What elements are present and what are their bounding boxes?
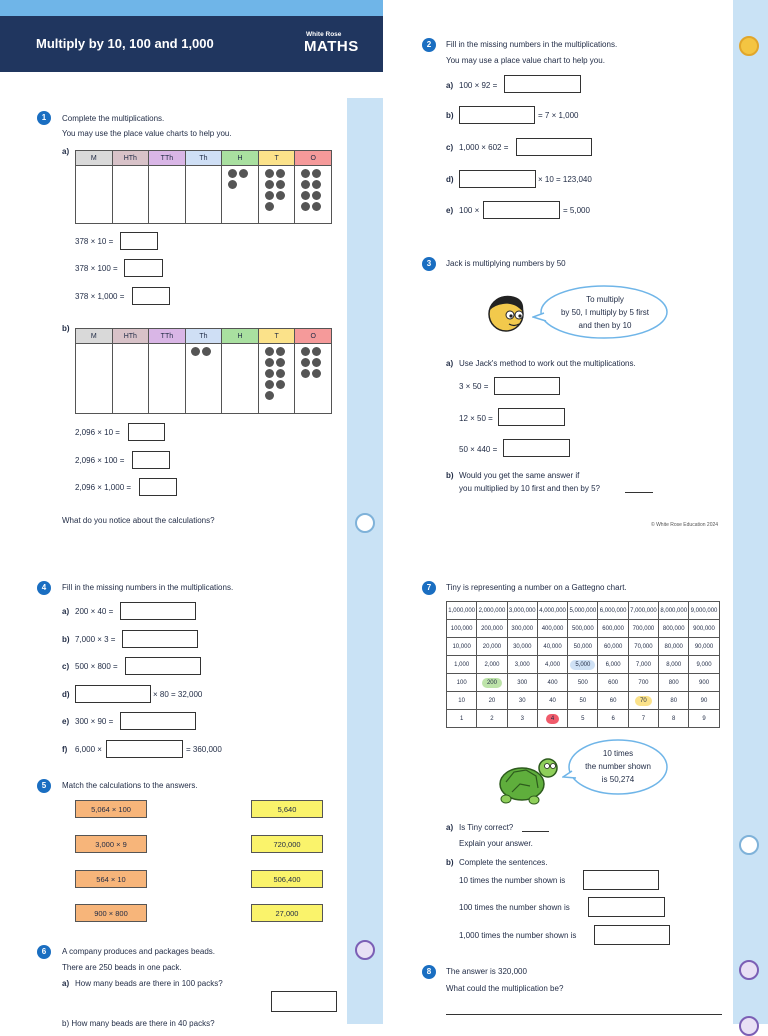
- q6b-text: b) How many beads are there in 40 packs?: [62, 1019, 215, 1028]
- q2c-answer[interactable]: [516, 138, 592, 156]
- pvt-cell-th: [185, 166, 222, 224]
- counter: [312, 169, 321, 178]
- gattegno-cell[interactable]: 900: [689, 674, 719, 692]
- counter: [276, 347, 285, 356]
- counter: [265, 369, 274, 378]
- gattegno-cell[interactable]: 80: [659, 692, 689, 710]
- counter: [312, 369, 321, 378]
- q1-notice: What do you notice about the calculations?: [62, 516, 215, 525]
- counter: [265, 191, 274, 200]
- gattegno-cell[interactable]: 6: [598, 710, 628, 728]
- gattegno-cell[interactable]: 1,000,000: [447, 602, 477, 620]
- q5-number: 5: [37, 779, 51, 793]
- q6a-answer[interactable]: [271, 991, 337, 1012]
- counter: [301, 169, 310, 178]
- place-value-chart-b: [75, 328, 332, 414]
- q1b-eq-3: 2,096 × 1,000 =: [75, 483, 132, 492]
- counter: [265, 380, 274, 389]
- q7a-answer-line[interactable]: [522, 831, 549, 832]
- counter: [265, 180, 274, 189]
- gattegno-cell[interactable]: 2: [477, 710, 507, 728]
- gattegno-cell[interactable]: 300,000: [507, 620, 537, 638]
- gattegno-cell[interactable]: 40,000: [537, 638, 567, 656]
- q1a-label: a): [62, 147, 70, 156]
- gattegno-cell[interactable]: 6,000,000: [598, 602, 628, 620]
- q2b-answer[interactable]: [459, 106, 535, 124]
- beads-icon-3: [739, 1016, 759, 1036]
- q2e-pre: 100 ×: [459, 206, 480, 215]
- q1b-label: b): [62, 324, 70, 333]
- q1a-answer-2[interactable]: [124, 259, 163, 277]
- gattegno-cell[interactable]: 80,000: [659, 638, 689, 656]
- gattegno-cell[interactable]: 8,000,000: [659, 602, 689, 620]
- gattegno-cell[interactable]: [568, 656, 598, 674]
- counter: [301, 180, 310, 189]
- pvt-header-m: M: [76, 151, 113, 166]
- q7b-sentence-2: 100 times the number shown is: [459, 903, 570, 912]
- q7b-sentence-1: 10 times the number shown is: [459, 876, 566, 885]
- logo-bottom: MATHS: [304, 38, 359, 55]
- pvt-header-o: O: [295, 151, 332, 166]
- counter: [276, 180, 285, 189]
- q2a-answer[interactable]: [504, 75, 581, 93]
- q7a-label: a): [446, 823, 454, 832]
- q7b-sentence-3: 1,000 times the number shown is: [459, 931, 577, 940]
- gattegno-cell[interactable]: 60,000: [598, 638, 628, 656]
- answer-card-1[interactable]: 5,640: [251, 800, 323, 818]
- pvt-cell-h: [222, 166, 259, 224]
- q6a-text: How many beads are there in 100 packs?: [75, 979, 223, 988]
- counter: [301, 202, 310, 211]
- beads-icon-2: [739, 960, 759, 980]
- q2a-pre: 100 × 92 =: [459, 81, 498, 90]
- answer-card-4[interactable]: 27,000: [251, 904, 323, 922]
- gattegno-cell[interactable]: 50,000: [568, 638, 598, 656]
- tortoise-icon: [492, 752, 562, 808]
- gattegno-cell[interactable]: 800,000: [659, 620, 689, 638]
- q3-number: 3: [422, 257, 436, 271]
- q4e-pre: 300 × 90 =: [75, 717, 114, 726]
- q6a-label: a): [62, 979, 70, 988]
- q3a-eq-1: 3 × 50 =: [459, 382, 489, 391]
- gattegno-cell[interactable]: 1,000: [447, 656, 477, 674]
- pvt-cell-m: [76, 344, 113, 414]
- q1-number: 1: [37, 111, 51, 125]
- q3b-label: b): [446, 471, 454, 480]
- q6-line1: A company produces and packages beads.: [62, 947, 215, 956]
- counter: [276, 369, 285, 378]
- gattegno-cell[interactable]: 7,000: [628, 656, 658, 674]
- q8-answer-line[interactable]: [446, 1014, 722, 1015]
- gattegno-highlight: 70: [635, 696, 652, 706]
- gattegno-cell[interactable]: 10: [447, 692, 477, 710]
- q4a-label: a): [62, 607, 70, 616]
- gattegno-cell[interactable]: 400,000: [537, 620, 567, 638]
- q2c-label: c): [446, 143, 454, 152]
- calc-card-4[interactable]: 900 × 800: [75, 904, 147, 922]
- q3a-eq-3: 50 × 440 =: [459, 445, 498, 454]
- q6-number: 6: [37, 945, 51, 959]
- q7b-answer-3[interactable]: [594, 925, 670, 945]
- pvt-header-m: M: [76, 329, 113, 344]
- counter: [301, 358, 310, 367]
- q4-number: 4: [37, 581, 51, 595]
- q4d-answer[interactable]: [75, 685, 151, 703]
- pvt-header-tth: TTh: [149, 329, 186, 344]
- gattegno-cell[interactable]: 70,000: [628, 638, 658, 656]
- pvt-cell-t: [258, 344, 295, 414]
- gattegno-cell[interactable]: 40: [537, 692, 567, 710]
- q7b-answer-2[interactable]: [588, 897, 665, 917]
- q3a-label: a): [446, 359, 454, 368]
- gattegno-cell[interactable]: 8,000: [659, 656, 689, 674]
- gattegno-cell[interactable]: 9,000,000: [689, 602, 719, 620]
- q8-line1: The answer is 320,000: [446, 967, 527, 976]
- gattegno-cell[interactable]: 700: [628, 674, 658, 692]
- q1b-eq-2: 2,096 × 100 =: [75, 456, 125, 465]
- counter: [312, 202, 321, 211]
- q2b-post: = 7 × 1,000: [538, 111, 579, 120]
- gattegno-cell[interactable]: [477, 674, 507, 692]
- counter: [312, 347, 321, 356]
- gattegno-cell[interactable]: 100,000: [447, 620, 477, 638]
- q3a-eq-2: 12 × 50 =: [459, 414, 493, 423]
- q2d-post: × 10 = 123,040: [538, 175, 592, 184]
- gattegno-cell[interactable]: 100: [447, 674, 477, 692]
- beads-icon: [355, 940, 375, 960]
- q2d-answer[interactable]: [459, 170, 536, 188]
- gattegno-cell[interactable]: 5,000,000: [568, 602, 598, 620]
- q4c-pre: 500 × 800 =: [75, 662, 118, 671]
- gattegno-cell[interactable]: 3: [507, 710, 537, 728]
- pvt-cell-m: [76, 166, 113, 224]
- q1a-answer-3[interactable]: [132, 287, 170, 305]
- q4a-pre: 200 × 40 =: [75, 607, 114, 616]
- gattegno-cell[interactable]: 2,000: [477, 656, 507, 674]
- q3a-text: Use Jack's method to work out the multiplications.: [459, 359, 636, 368]
- counter: [276, 169, 285, 178]
- counter: [228, 169, 237, 178]
- q1b-eq-1: 2,096 × 10 =: [75, 428, 120, 437]
- gattegno-cell[interactable]: 30: [507, 692, 537, 710]
- q7-number: 7: [422, 581, 436, 595]
- pvt-header-th: Th: [185, 329, 222, 344]
- gattegno-cell[interactable]: 9: [689, 710, 719, 728]
- q1a-eq-3: 378 × 1,000 =: [75, 292, 125, 301]
- copyright: © White Rose Education 2024: [651, 522, 719, 528]
- gattegno-cell[interactable]: 500: [568, 674, 598, 692]
- q7-intro: Tiny is representing a number on a Gattegno chart.: [446, 583, 627, 592]
- q4c-answer[interactable]: [125, 657, 201, 675]
- q1b-answer-1[interactable]: [128, 423, 165, 441]
- gattegno-cell[interactable]: 4,000,000: [537, 602, 567, 620]
- owl-icon: [739, 36, 759, 56]
- gattegno-cell[interactable]: 900,000: [689, 620, 719, 638]
- pvt-header-t: T: [258, 151, 295, 166]
- q3a-answer-3[interactable]: [503, 439, 570, 457]
- gattegno-cell[interactable]: 90: [689, 692, 719, 710]
- header-bar: [0, 16, 383, 72]
- q3b-answer-line[interactable]: [625, 492, 653, 493]
- q4d-label: d): [62, 690, 70, 699]
- counter: [301, 369, 310, 378]
- calc-card-3[interactable]: 564 × 10: [75, 870, 147, 888]
- gattegno-cell[interactable]: 3,000,000: [507, 602, 537, 620]
- q4b-answer[interactable]: [122, 630, 198, 648]
- bubble-tiny-2: the number shown: [585, 762, 651, 771]
- center-stripe: [347, 98, 383, 1024]
- q7b-text: Complete the sentences.: [459, 858, 548, 867]
- pvt-header-h: H: [222, 151, 259, 166]
- gattegno-cell[interactable]: 9,000: [689, 656, 719, 674]
- logo-top: White Rose: [306, 31, 342, 38]
- counter: [265, 391, 274, 400]
- gattegno-highlight: 200: [482, 678, 502, 688]
- pvt-cell-hth: [112, 166, 149, 224]
- q2d-label: d): [446, 175, 454, 184]
- pvt-header-th: Th: [185, 151, 222, 166]
- counter: [191, 347, 200, 356]
- q7a-explain: Explain your answer.: [459, 839, 533, 848]
- q4a-answer[interactable]: [120, 602, 196, 620]
- gattegno-cell[interactable]: 8: [659, 710, 689, 728]
- counter: [202, 347, 211, 356]
- place-value-chart-a: [75, 150, 332, 224]
- pvt-cell-tth: [149, 166, 186, 224]
- gattegno-cell[interactable]: 300: [507, 674, 537, 692]
- pvt-header-t: T: [258, 329, 295, 344]
- gattegno-cell[interactable]: 200,000: [477, 620, 507, 638]
- q1a-answer-1[interactable]: [120, 232, 158, 250]
- gattegno-cell[interactable]: 50: [568, 692, 598, 710]
- counter: [276, 380, 285, 389]
- counter: [312, 180, 321, 189]
- q7a-text: Is Tiny correct?: [459, 823, 514, 832]
- q4e-answer[interactable]: [120, 712, 196, 730]
- gattegno-cell[interactable]: 1: [447, 710, 477, 728]
- answer-card-3[interactable]: 506,400: [251, 870, 323, 888]
- q1b-answer-2[interactable]: [132, 451, 170, 469]
- top-strip: [0, 0, 383, 16]
- gattegno-cell[interactable]: 10,000: [447, 638, 477, 656]
- counter: [265, 347, 274, 356]
- gattegno-cell[interactable]: 7,000,000: [628, 602, 658, 620]
- q2e-label: e): [446, 206, 454, 215]
- calc-card-2[interactable]: 3,000 × 9: [75, 835, 147, 853]
- gattegno-cell[interactable]: 3,000: [507, 656, 537, 674]
- gattegno-cell[interactable]: 400: [537, 674, 567, 692]
- counter: [301, 191, 310, 200]
- gattegno-highlight: 5,000: [570, 660, 595, 670]
- gattegno-cell[interactable]: 2,000,000: [477, 602, 507, 620]
- counter: [228, 180, 237, 189]
- gattegno-highlight: 4: [546, 714, 559, 724]
- pvt-cell-o: [295, 166, 332, 224]
- q2e-answer[interactable]: [483, 201, 560, 219]
- q4f-answer[interactable]: [106, 740, 183, 758]
- gattegno-cell[interactable]: 600: [598, 674, 628, 692]
- gattegno-cell[interactable]: 90,000: [689, 638, 719, 656]
- q2-line2: You may use a place value chart to help you.: [446, 56, 605, 65]
- gattegno-cell[interactable]: [537, 710, 567, 728]
- q5-intro: Match the calculations to the answers.: [62, 781, 198, 790]
- pvt-cell-o: [295, 344, 332, 414]
- q4c-label: c): [62, 662, 70, 671]
- bubble-jack-1: To multiply: [586, 295, 624, 304]
- q4f-pre: 6,000 ×: [75, 745, 102, 754]
- q4b-pre: 7,000 × 3 =: [75, 635, 116, 644]
- q6-line2: There are 250 beads in one pack.: [62, 963, 182, 972]
- q2a-label: a): [446, 81, 454, 90]
- q4b-label: b): [62, 635, 70, 644]
- gattegno-cell[interactable]: 30,000: [507, 638, 537, 656]
- thinking-icon-2: [739, 835, 759, 855]
- gattegno-chart: [446, 601, 720, 728]
- counter: [276, 191, 285, 200]
- q1-line1: Complete the multiplications.: [62, 114, 165, 123]
- bubble-jack-2: by 50, I multiply by 5 first: [560, 308, 650, 317]
- q8-line2: What could the multiplication be?: [446, 984, 564, 993]
- pvt-cell-th: [185, 344, 222, 414]
- gattegno-cell[interactable]: 500,000: [568, 620, 598, 638]
- pvt-header-o: O: [295, 329, 332, 344]
- counter: [265, 358, 274, 367]
- q1-line2: You may use the place value charts to help you.: [62, 129, 232, 138]
- gattegno-cell[interactable]: 60: [598, 692, 628, 710]
- pvt-cell-h: [222, 344, 259, 414]
- gattegno-cell[interactable]: [628, 692, 658, 710]
- gattegno-cell[interactable]: 20: [477, 692, 507, 710]
- pvt-cell-t: [258, 166, 295, 224]
- q3b-line1: Would you get the same answer if: [459, 471, 580, 480]
- gattegno-cell[interactable]: 700,000: [628, 620, 658, 638]
- q1b-answer-3[interactable]: [139, 478, 177, 496]
- calc-card-1[interactable]: 5,064 × 100: [75, 800, 147, 818]
- counter: [265, 202, 274, 211]
- q2c-pre: 1,000 × 602 =: [459, 143, 509, 152]
- q2-number: 2: [422, 38, 436, 52]
- gattegno-cell[interactable]: 600,000: [598, 620, 628, 638]
- counter: [312, 191, 321, 200]
- pvt-cell-tth: [149, 344, 186, 414]
- q2b-label: b): [446, 111, 454, 120]
- thinking-icon: [355, 513, 375, 533]
- q1a-eq-2: 378 × 100 =: [75, 264, 118, 273]
- bubble-tiny-3: is 50,274: [601, 775, 635, 784]
- counter: [276, 358, 285, 367]
- q2-line1: Fill in the missing numbers in the multiplications.: [446, 40, 618, 49]
- page-title: Multiply by 10, 100 and 1,000: [36, 36, 214, 51]
- bubble-tiny-1: 10 times: [602, 749, 634, 758]
- q4e-label: e): [62, 717, 70, 726]
- q4d-post: × 80 = 32,000: [153, 690, 203, 699]
- right-stripe: [733, 0, 768, 1024]
- pvt-cell-hth: [112, 344, 149, 414]
- jack-face-icon: [481, 290, 531, 334]
- counter: [265, 169, 274, 178]
- counter: [239, 169, 248, 178]
- pvt-header-h: H: [222, 329, 259, 344]
- gattegno-cell[interactable]: 800: [659, 674, 689, 692]
- gattegno-cell[interactable]: 20,000: [477, 638, 507, 656]
- q4-intro: Fill in the missing numbers in the multiplications.: [62, 583, 234, 592]
- q7b-answer-1[interactable]: [583, 870, 659, 890]
- q3a-answer-1[interactable]: [494, 377, 560, 395]
- q3-intro: Jack is multiplying numbers by 50: [446, 259, 566, 268]
- gattegno-cell[interactable]: 6,000: [598, 656, 628, 674]
- q4f-post: = 360,000: [186, 745, 222, 754]
- q2e-post: = 5,000: [563, 206, 590, 215]
- q7b-label: b): [446, 858, 454, 867]
- bubble-jack-3: and then by 10: [578, 321, 632, 330]
- counter: [301, 347, 310, 356]
- answer-card-2[interactable]: 720,000: [251, 835, 323, 853]
- pvt-header-hth: HTh: [112, 151, 149, 166]
- gattegno-cell[interactable]: 7: [628, 710, 658, 728]
- q4f-label: f): [62, 745, 68, 754]
- q3a-answer-2[interactable]: [498, 408, 565, 426]
- pvt-header-tth: TTh: [149, 151, 186, 166]
- q3b-line2: you multiplied by 10 first and then by 5?: [459, 484, 600, 493]
- q1a-eq-1: 378 × 10 =: [75, 237, 114, 246]
- q8-number: 8: [422, 965, 436, 979]
- counter: [312, 358, 321, 367]
- gattegno-cell[interactable]: 4,000: [537, 656, 567, 674]
- pvt-header-hth: HTh: [112, 329, 149, 344]
- gattegno-cell[interactable]: 5: [568, 710, 598, 728]
